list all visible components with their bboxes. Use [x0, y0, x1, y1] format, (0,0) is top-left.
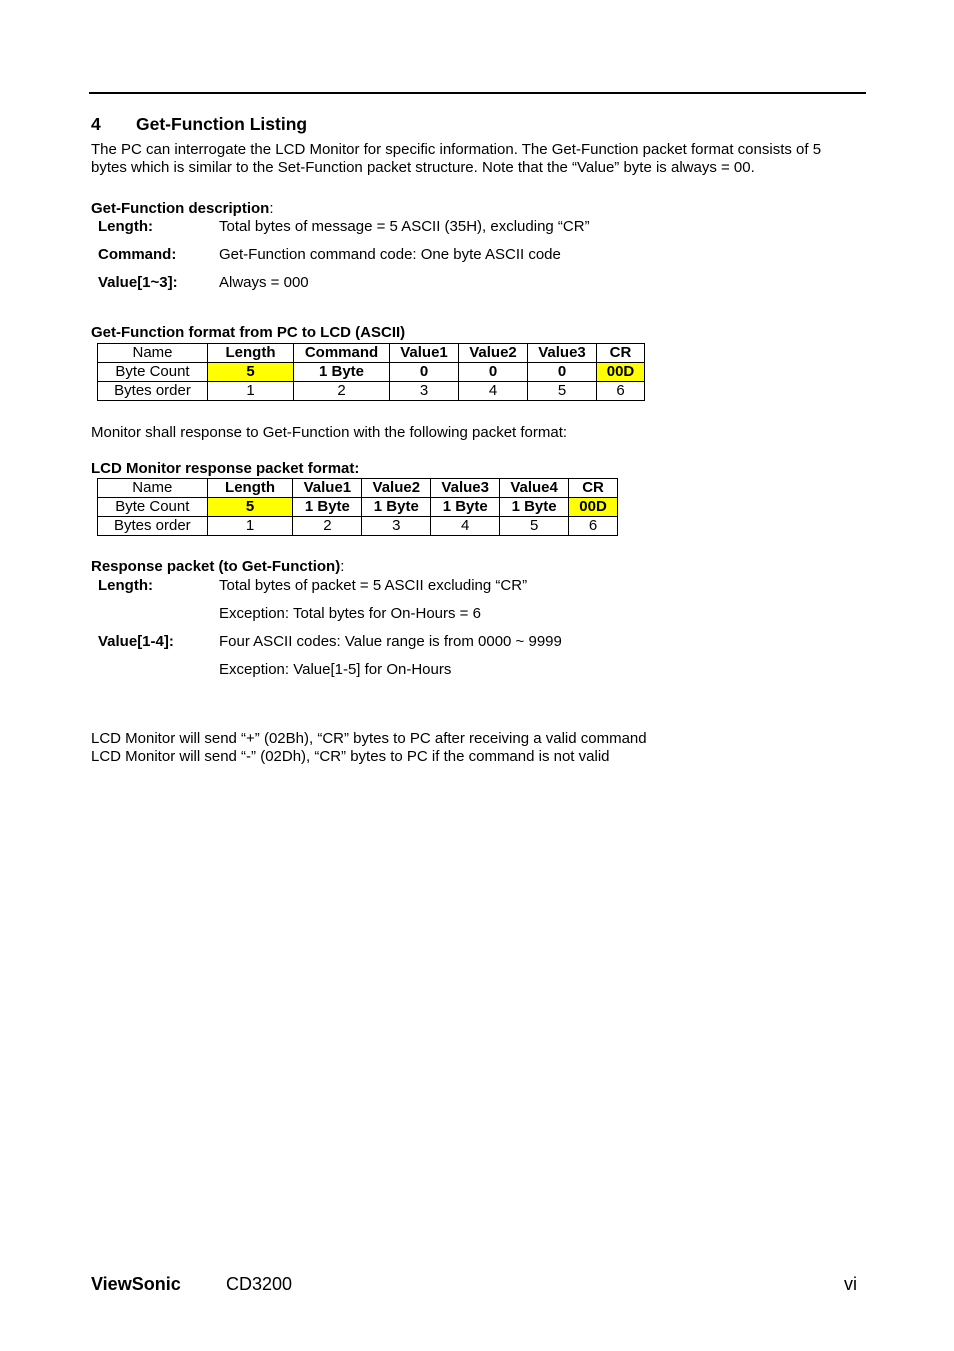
response-table	[97, 478, 618, 536]
table-cell: Value1	[390, 344, 459, 363]
table-cell: Value2	[362, 479, 431, 498]
description-heading-colon: :	[269, 200, 274, 217]
description-heading: Get-Function description	[91, 200, 270, 217]
table-cell: 5	[500, 517, 569, 536]
footer-model: CD3200	[226, 1274, 293, 1294]
note-invalid-command: LCD Monitor will send “-” (02Dh), “CR” bytes to PC if the command is not valid	[91, 748, 610, 765]
table-cell: 1	[208, 382, 294, 401]
table-cell: 1	[207, 517, 293, 536]
table2-heading: LCD Monitor response packet format:	[91, 460, 360, 477]
desc-command-text: Get-Function command code: One byte ASCII code	[219, 246, 561, 263]
table-cell: 1 Byte	[431, 498, 500, 517]
table-row	[98, 479, 618, 498]
top-rule	[89, 92, 866, 94]
table-cell: Value4	[500, 479, 569, 498]
response-heading: Response packet (to Get-Function)	[91, 558, 341, 575]
table-cell: 3	[390, 382, 459, 401]
table-cell: Value1	[293, 479, 362, 498]
desc-value-label: Value[1~3]:	[98, 274, 178, 291]
desc-length-text: Total bytes of message = 5 ASCII (35H), excluding “CR”	[219, 218, 590, 235]
table-cell: 1 Byte	[294, 363, 390, 382]
table-cell: 5	[528, 382, 597, 401]
table-cell: Name	[98, 344, 208, 363]
table-cell: 1 Byte	[500, 498, 569, 517]
table-cell: 0	[390, 363, 459, 382]
table-cell: Bytes order	[98, 517, 208, 536]
intro-line-1: The PC can interrogate the LCD Monitor for specific information. The Get-Function packet format consists of 5	[91, 141, 822, 158]
highlighted-cell: 00D	[597, 363, 645, 382]
table-cell: CR	[569, 479, 618, 498]
table-cell: Length	[208, 344, 294, 363]
table-cell: 6	[569, 517, 618, 536]
table-cell: 1 Byte	[362, 498, 431, 517]
desc-value-text: Always = 000	[219, 274, 309, 291]
table-row	[98, 344, 645, 363]
table-cell: Length	[207, 479, 293, 498]
highlighted-cell: 5	[208, 363, 294, 382]
table1-heading: Get-Function format from PC to LCD (ASCII)	[91, 324, 406, 341]
table-cell: 4	[459, 382, 528, 401]
response-length-exception: Exception: Total bytes for On-Hours = 6	[219, 605, 481, 622]
desc-length-label: Length:	[98, 218, 153, 235]
table-row	[98, 363, 645, 382]
table-cell: Byte Count	[98, 363, 208, 382]
table-cell: Command	[294, 344, 390, 363]
table-cell: Bytes order	[98, 382, 208, 401]
table-row	[98, 382, 645, 401]
desc-command-label: Command:	[98, 246, 177, 263]
response-heading-wrap	[91, 558, 344, 575]
table-cell: 2	[294, 382, 390, 401]
note-valid-command: LCD Monitor will send “+” (02Bh), “CR” bytes to PC after receiving a valid command	[91, 730, 647, 747]
table-cell: 3	[362, 517, 431, 536]
monitor-response-text: Monitor shall response to Get-Function with the following packet format:	[91, 424, 568, 441]
table-cell: CR	[597, 344, 645, 363]
table-row	[98, 498, 618, 517]
response-value-text: Four ASCII codes: Value range is from 0000 ~ 9999	[219, 633, 562, 650]
footer-page-number: vi	[844, 1274, 857, 1294]
table-cell: Value3	[528, 344, 597, 363]
response-value-label: Value[1-4]:	[98, 633, 174, 650]
section-title: Get-Function Listing	[136, 114, 308, 134]
response-length-label: Length:	[98, 577, 153, 594]
table-cell: 4	[431, 517, 500, 536]
section-number: 4	[91, 114, 101, 134]
table-cell: Value3	[431, 479, 500, 498]
get-function-table	[97, 343, 645, 401]
description-heading-wrap	[91, 200, 274, 217]
response-length-text: Total bytes of packet = 5 ASCII excluding “CR”	[219, 577, 528, 594]
table-cell: 0	[528, 363, 597, 382]
table-cell: Byte Count	[98, 498, 208, 517]
table-cell: 1 Byte	[293, 498, 362, 517]
highlighted-cell: 5	[207, 498, 293, 517]
response-heading-colon: :	[340, 558, 345, 575]
table-cell: 0	[459, 363, 528, 382]
table-cell: Value2	[459, 344, 528, 363]
intro-line-2: bytes which is similar to the Set-Function packet structure. Note that the “Value” byte is always = 00.	[91, 159, 755, 176]
table-cell: 2	[293, 517, 362, 536]
response-value-exception: Exception: Value[1-5] for On-Hours	[219, 661, 452, 678]
table-cell: Name	[98, 479, 208, 498]
highlighted-cell: 00D	[569, 498, 618, 517]
footer-brand: ViewSonic	[91, 1274, 181, 1294]
table-row	[98, 517, 618, 536]
table-cell: 6	[597, 382, 645, 401]
